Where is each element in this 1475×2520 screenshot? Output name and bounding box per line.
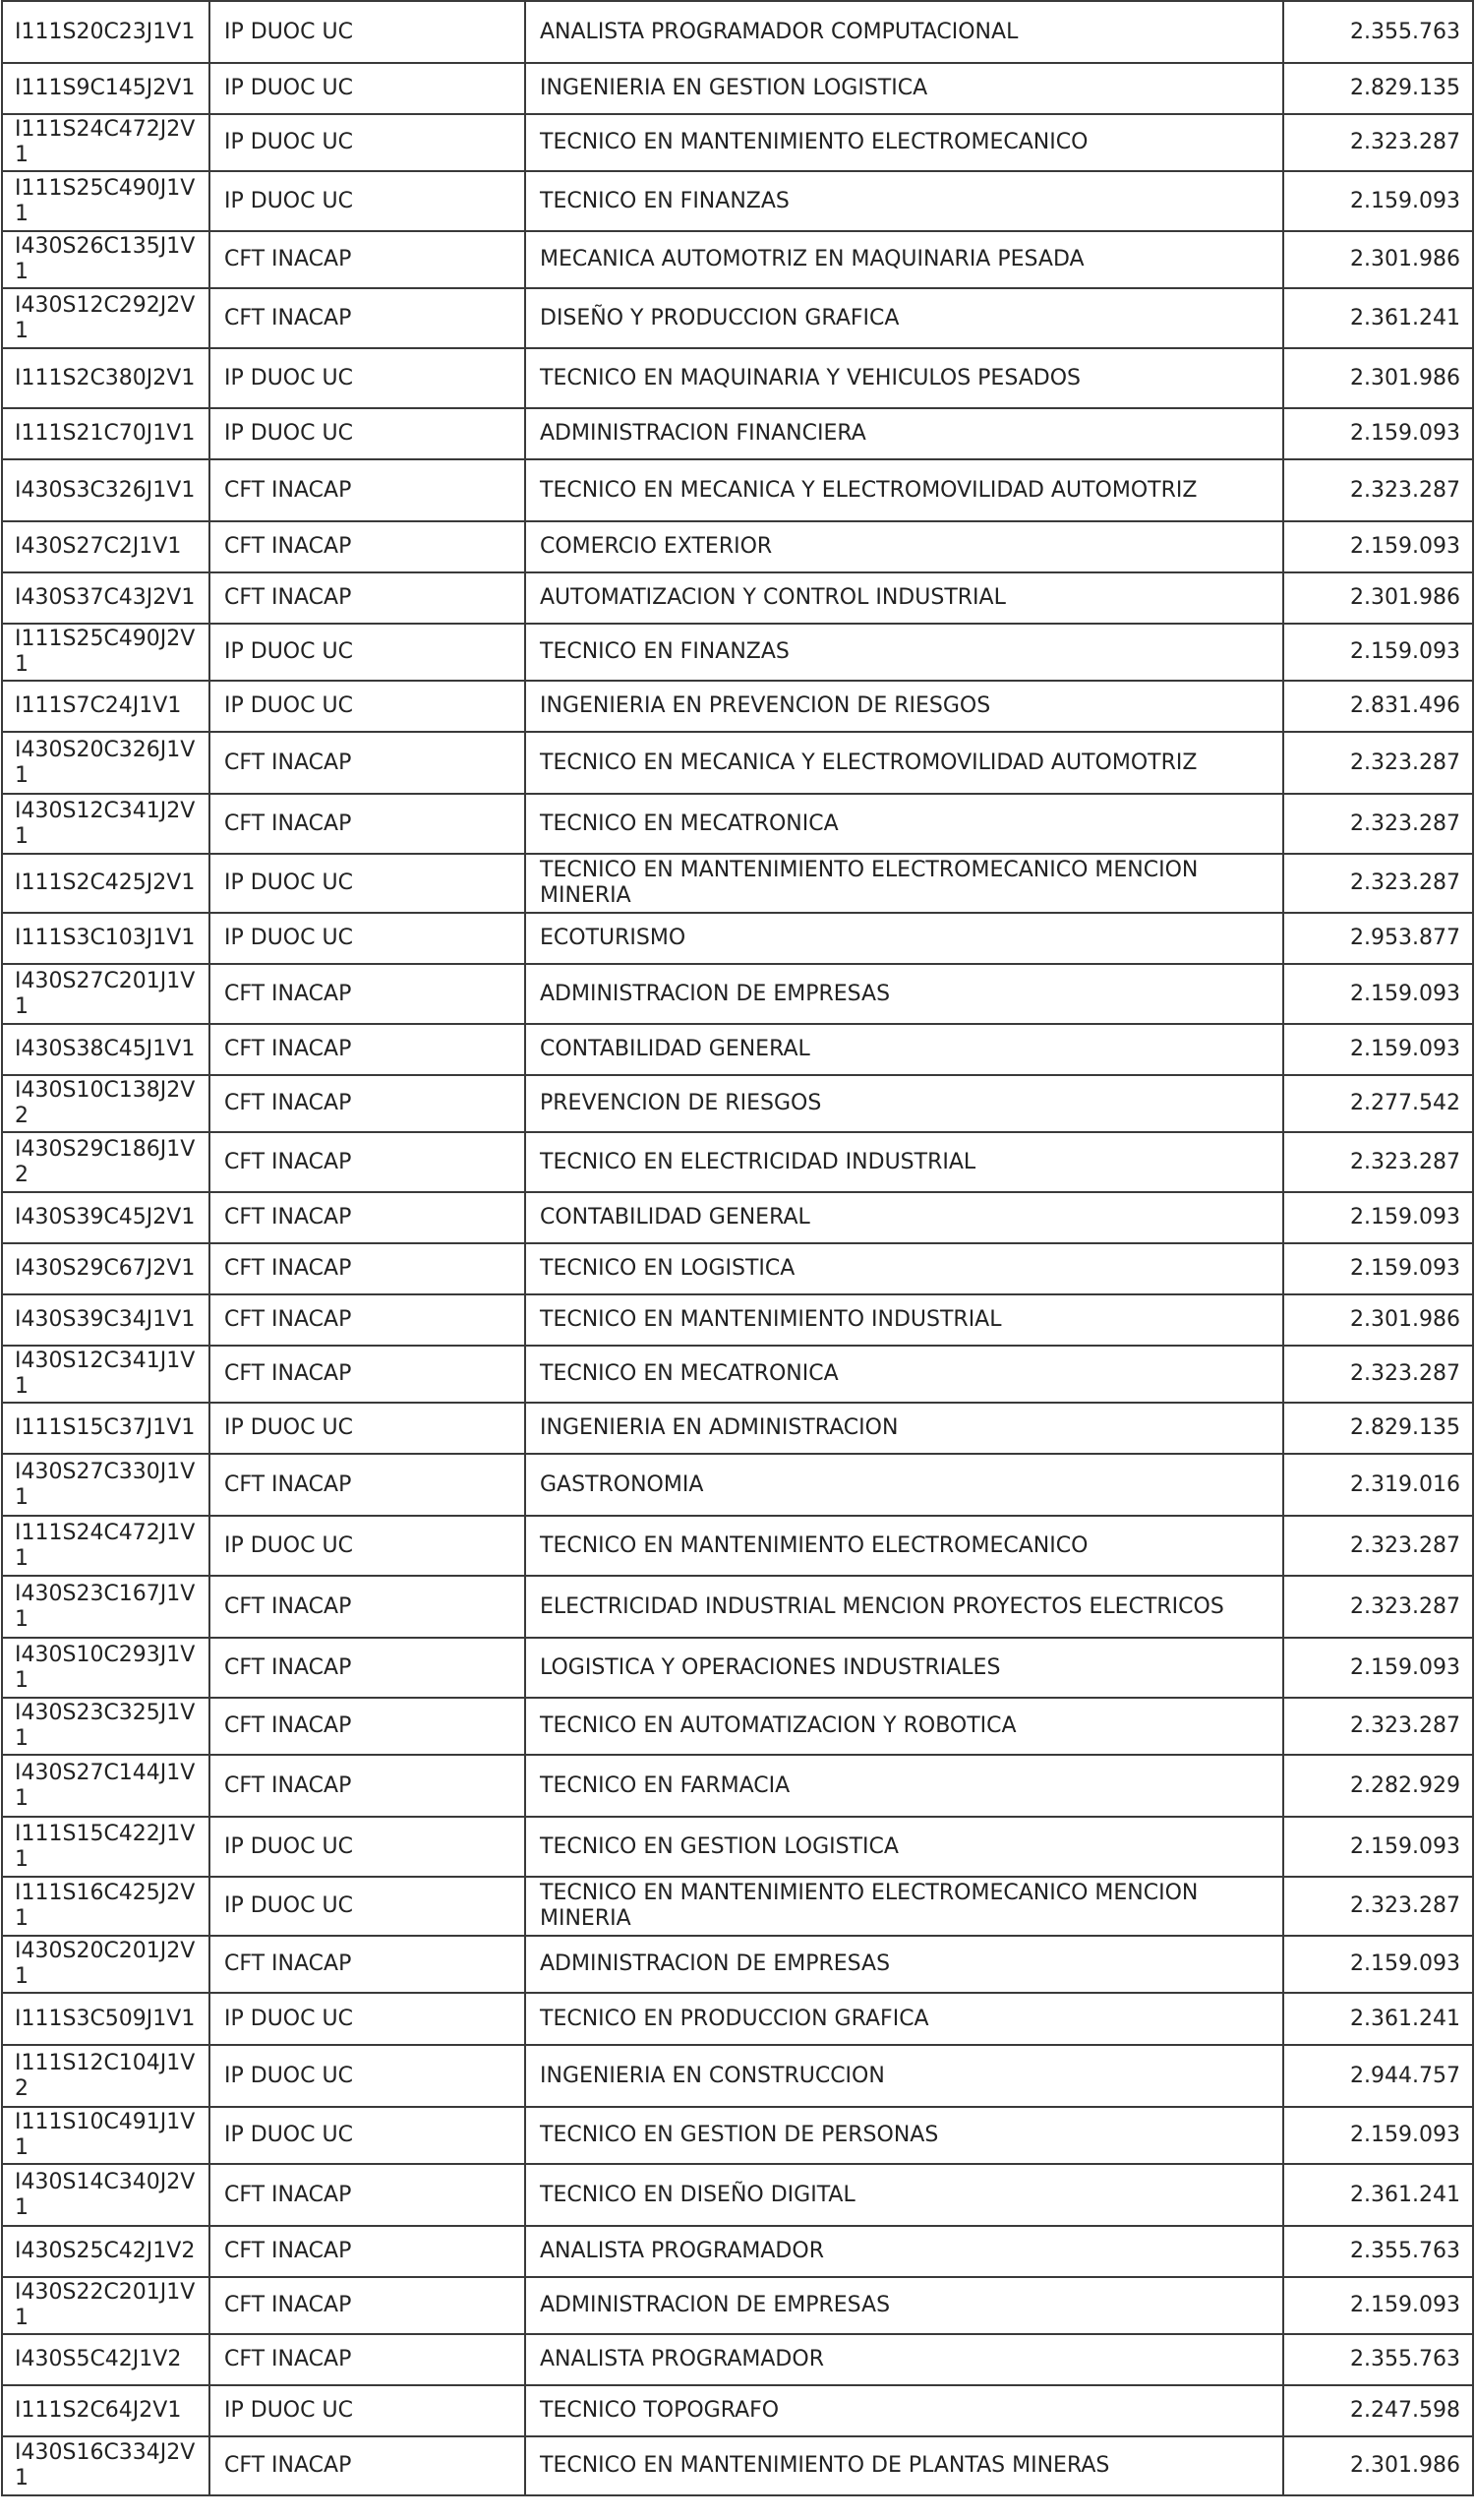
row-code-cell: I430S10C138J2V2 (2, 1075, 209, 1132)
table-row (2, 459, 1473, 521)
row-career-cell: ANALISTA PROGRAMADOR (525, 2226, 1283, 2277)
row-amount-cell: 2.323.287 (1283, 732, 1473, 794)
row-institution-cell: CFT INACAP (209, 2226, 525, 2277)
row-career-cell: LOGISTICA Y OPERACIONES INDUSTRIALES (525, 1638, 1283, 1698)
row-code-cell: I111S9C145J2V1 (2, 63, 209, 114)
row-institution-cell: IP DUOC UC (209, 348, 525, 408)
table-row (2, 1516, 1473, 1576)
row-amount-cell: 2.159.093 (1283, 1024, 1473, 1075)
row-amount-cell: 2.159.093 (1283, 521, 1473, 572)
row-code-cell: I111S2C64J2V1 (2, 2385, 209, 2436)
row-amount-cell: 2.159.093 (1283, 408, 1473, 459)
row-amount-cell: 2.323.287 (1283, 1698, 1473, 1755)
row-amount-cell: 2.159.093 (1283, 1638, 1473, 1698)
table-row (2, 1403, 1473, 1454)
row-career-cell: TECNICO EN GESTION LOGISTICA (525, 1817, 1283, 1877)
row-amount-cell: 2.247.598 (1283, 2385, 1473, 2436)
row-career-cell: TECNICO EN FINANZAS (525, 624, 1283, 681)
table-row (2, 1294, 1473, 1346)
table-row (2, 171, 1473, 231)
row-code-cell: I430S12C341J1V1 (2, 1346, 209, 1403)
row-amount-cell: 2.323.287 (1283, 1516, 1473, 1576)
row-institution-cell: IP DUOC UC (209, 1, 525, 63)
row-career-cell: TECNICO EN MECANICA Y ELECTROMOVILIDAD AUTOMOTRIZ (525, 732, 1283, 794)
row-career-cell: TECNICO EN MANTENIMIENTO ELECTROMECANICO MENCION MINERIA (525, 854, 1283, 913)
table-row (2, 1993, 1473, 2045)
row-institution-cell: IP DUOC UC (209, 408, 525, 459)
row-amount-cell: 2.944.757 (1283, 2045, 1473, 2107)
row-amount-cell: 2.301.986 (1283, 2436, 1473, 2495)
row-amount-cell: 2.159.093 (1283, 2277, 1473, 2334)
table-row (2, 2164, 1473, 2226)
row-career-cell: INGENIERIA EN PREVENCION DE RIESGOS (525, 681, 1283, 732)
row-code-cell: I430S23C325J1V1 (2, 1698, 209, 1755)
table-row (2, 1075, 1473, 1132)
table-row (2, 1698, 1473, 1755)
row-career-cell: TECNICO EN AUTOMATIZACION Y ROBOTICA (525, 1698, 1283, 1755)
table-row (2, 2277, 1473, 2334)
row-institution-cell: CFT INACAP (209, 732, 525, 794)
row-career-cell: TECNICO EN GESTION DE PERSONAS (525, 2107, 1283, 2164)
table-row (2, 624, 1473, 681)
row-code-cell: I430S20C201J2V1 (2, 1936, 209, 1993)
row-code-cell: I430S5C42J1V2 (2, 2334, 209, 2385)
row-career-cell: ANALISTA PROGRAMADOR (525, 2334, 1283, 2385)
table-row (2, 1454, 1473, 1516)
row-career-cell: TECNICO EN MANTENIMIENTO ELECTROMECANICO MENCION MINERIA (525, 1877, 1283, 1936)
row-amount-cell: 2.159.093 (1283, 171, 1473, 231)
row-amount-cell: 2.159.093 (1283, 1192, 1473, 1243)
row-code-cell: I111S12C104J1V2 (2, 2045, 209, 2107)
row-institution-cell: CFT INACAP (209, 231, 525, 288)
row-amount-cell: 2.355.763 (1283, 1, 1473, 63)
row-career-cell: INGENIERIA EN CONSTRUCCION (525, 2045, 1283, 2107)
row-institution-cell: CFT INACAP (209, 2164, 525, 2226)
table-row (2, 1132, 1473, 1192)
row-institution-cell: IP DUOC UC (209, 1403, 525, 1454)
table-row (2, 288, 1473, 348)
row-institution-cell: IP DUOC UC (209, 114, 525, 171)
table-row (2, 408, 1473, 459)
row-amount-cell: 2.323.287 (1283, 1877, 1473, 1936)
table-row (2, 2334, 1473, 2385)
row-code-cell: I430S25C42J1V2 (2, 2226, 209, 2277)
row-career-cell: TECNICO EN MANTENIMIENTO DE PLANTAS MINERAS (525, 2436, 1283, 2495)
row-code-cell: I430S14C340J2V1 (2, 2164, 209, 2226)
row-amount-cell: 2.361.241 (1283, 288, 1473, 348)
row-institution-cell: IP DUOC UC (209, 913, 525, 964)
table-row (2, 1192, 1473, 1243)
row-code-cell: I430S38C45J1V1 (2, 1024, 209, 1075)
table-row (2, 854, 1473, 913)
table-row (2, 1755, 1473, 1817)
row-code-cell: I430S16C334J2V1 (2, 2436, 209, 2495)
row-code-cell: I111S3C103J1V1 (2, 913, 209, 964)
table-row (2, 63, 1473, 114)
row-institution-cell: IP DUOC UC (209, 1993, 525, 2045)
row-institution-cell: CFT INACAP (209, 572, 525, 624)
row-institution-cell: IP DUOC UC (209, 1817, 525, 1877)
row-amount-cell: 2.159.093 (1283, 2107, 1473, 2164)
row-amount-cell: 2.323.287 (1283, 1132, 1473, 1192)
row-code-cell: I430S12C292J2V1 (2, 288, 209, 348)
row-career-cell: TECNICO EN MANTENIMIENTO INDUSTRIAL (525, 1294, 1283, 1346)
row-code-cell: I430S29C67J2V1 (2, 1243, 209, 1294)
row-code-cell: I430S20C326J1V1 (2, 732, 209, 794)
row-code-cell: I430S27C2J1V1 (2, 521, 209, 572)
row-amount-cell: 2.323.287 (1283, 459, 1473, 521)
row-amount-cell: 2.953.877 (1283, 913, 1473, 964)
careers-table-body (2, 1, 1473, 2495)
row-code-cell: I111S2C425J2V1 (2, 854, 209, 913)
row-code-cell: I111S15C37J1V1 (2, 1403, 209, 1454)
table-row (2, 732, 1473, 794)
row-institution-cell: IP DUOC UC (209, 2385, 525, 2436)
row-institution-cell: CFT INACAP (209, 1243, 525, 1294)
table-row (2, 1638, 1473, 1698)
table-row (2, 1346, 1473, 1403)
row-code-cell: I430S12C341J2V1 (2, 794, 209, 854)
row-institution-cell: CFT INACAP (209, 964, 525, 1024)
row-amount-cell: 2.159.093 (1283, 1817, 1473, 1877)
row-code-cell: I111S21C70J1V1 (2, 408, 209, 459)
row-code-cell: I430S26C135J1V1 (2, 231, 209, 288)
row-institution-cell: CFT INACAP (209, 1024, 525, 1075)
row-code-cell: I430S39C45J2V1 (2, 1192, 209, 1243)
row-institution-cell: CFT INACAP (209, 1936, 525, 1993)
row-institution-cell: CFT INACAP (209, 794, 525, 854)
row-career-cell: ECOTURISMO (525, 913, 1283, 964)
table-row (2, 1, 1473, 63)
row-career-cell: TECNICO EN DISEÑO DIGITAL (525, 2164, 1283, 2226)
row-career-cell: GASTRONOMIA (525, 1454, 1283, 1516)
row-code-cell: I111S24C472J2V1 (2, 114, 209, 171)
row-amount-cell: 2.829.135 (1283, 1403, 1473, 1454)
row-institution-cell: CFT INACAP (209, 1192, 525, 1243)
row-institution-cell: CFT INACAP (209, 2277, 525, 2334)
table-row (2, 1243, 1473, 1294)
row-career-cell: ADMINISTRACION FINANCIERA (525, 408, 1283, 459)
table-row (2, 1576, 1473, 1638)
row-code-cell: I111S25C490J1V1 (2, 171, 209, 231)
row-career-cell: TECNICO TOPOGRAFO (525, 2385, 1283, 2436)
table-row (2, 1817, 1473, 1877)
table-row (2, 2436, 1473, 2495)
row-code-cell: I111S25C490J2V1 (2, 624, 209, 681)
row-career-cell: AUTOMATIZACION Y CONTROL INDUSTRIAL (525, 572, 1283, 624)
row-amount-cell: 2.831.496 (1283, 681, 1473, 732)
row-amount-cell: 2.282.929 (1283, 1755, 1473, 1817)
row-institution-cell: IP DUOC UC (209, 2107, 525, 2164)
row-institution-cell: IP DUOC UC (209, 1877, 525, 1936)
row-institution-cell: CFT INACAP (209, 1132, 525, 1192)
row-code-cell: I430S23C167J1V1 (2, 1576, 209, 1638)
row-career-cell: ELECTRICIDAD INDUSTRIAL MENCION PROYECTOS ELECTRICOS (525, 1576, 1283, 1638)
row-code-cell: I111S20C23J1V1 (2, 1, 209, 63)
row-career-cell: TECNICO EN MANTENIMIENTO ELECTROMECANICO (525, 114, 1283, 171)
row-code-cell: I430S37C43J2V1 (2, 572, 209, 624)
row-amount-cell: 2.323.287 (1283, 1346, 1473, 1403)
row-career-cell: TECNICO EN MECATRONICA (525, 1346, 1283, 1403)
row-career-cell: ANALISTA PROGRAMADOR COMPUTACIONAL (525, 1, 1283, 63)
table-row (2, 1936, 1473, 1993)
table-row (2, 913, 1473, 964)
row-amount-cell: 2.355.763 (1283, 2226, 1473, 2277)
row-career-cell: DISEÑO Y PRODUCCION GRAFICA (525, 288, 1283, 348)
row-amount-cell: 2.323.287 (1283, 1576, 1473, 1638)
row-career-cell: TECNICO EN LOGISTICA (525, 1243, 1283, 1294)
table-row (2, 231, 1473, 288)
row-institution-cell: CFT INACAP (209, 288, 525, 348)
row-code-cell: I111S2C380J2V1 (2, 348, 209, 408)
row-amount-cell: 2.159.093 (1283, 1936, 1473, 1993)
row-institution-cell: IP DUOC UC (209, 681, 525, 732)
table-row (2, 2107, 1473, 2164)
row-career-cell: TECNICO EN FINANZAS (525, 171, 1283, 231)
row-amount-cell: 2.361.241 (1283, 2164, 1473, 2226)
table-row (2, 114, 1473, 171)
row-institution-cell: IP DUOC UC (209, 171, 525, 231)
row-institution-cell: CFT INACAP (209, 2436, 525, 2495)
careers-table (1, 0, 1474, 2496)
table-row (2, 2385, 1473, 2436)
row-code-cell: I430S27C330J1V1 (2, 1454, 209, 1516)
row-career-cell: TECNICO EN ELECTRICIDAD INDUSTRIAL (525, 1132, 1283, 1192)
row-code-cell: I430S3C326J1V1 (2, 459, 209, 521)
row-amount-cell: 2.159.093 (1283, 624, 1473, 681)
table-row (2, 794, 1473, 854)
row-amount-cell: 2.159.093 (1283, 964, 1473, 1024)
table-row (2, 681, 1473, 732)
row-amount-cell: 2.301.986 (1283, 348, 1473, 408)
row-institution-cell: CFT INACAP (209, 1294, 525, 1346)
table-row (2, 348, 1473, 408)
row-code-cell: I430S27C201J1V1 (2, 964, 209, 1024)
row-institution-cell: IP DUOC UC (209, 624, 525, 681)
row-code-cell: I111S3C509J1V1 (2, 1993, 209, 2045)
row-career-cell: CONTABILIDAD GENERAL (525, 1192, 1283, 1243)
row-institution-cell: CFT INACAP (209, 2334, 525, 2385)
row-institution-cell: IP DUOC UC (209, 2045, 525, 2107)
table-row (2, 1877, 1473, 1936)
row-institution-cell: CFT INACAP (209, 1698, 525, 1755)
row-institution-cell: CFT INACAP (209, 1075, 525, 1132)
row-amount-cell: 2.323.287 (1283, 794, 1473, 854)
row-code-cell: I430S22C201J1V1 (2, 2277, 209, 2334)
row-institution-cell: CFT INACAP (209, 1576, 525, 1638)
table-row (2, 2226, 1473, 2277)
row-career-cell: TECNICO EN MECANICA Y ELECTROMOVILIDAD AUTOMOTRIZ (525, 459, 1283, 521)
row-code-cell: I430S29C186J1V2 (2, 1132, 209, 1192)
row-career-cell: INGENIERIA EN GESTION LOGISTICA (525, 63, 1283, 114)
row-code-cell: I430S39C34J1V1 (2, 1294, 209, 1346)
row-amount-cell: 2.277.542 (1283, 1075, 1473, 1132)
row-code-cell: I111S16C425J2V1 (2, 1877, 209, 1936)
row-career-cell: INGENIERIA EN ADMINISTRACION (525, 1403, 1283, 1454)
row-career-cell: TECNICO EN MANTENIMIENTO ELECTROMECANICO (525, 1516, 1283, 1576)
row-amount-cell: 2.319.016 (1283, 1454, 1473, 1516)
row-code-cell: I111S15C422J1V1 (2, 1817, 209, 1877)
row-amount-cell: 2.355.763 (1283, 2334, 1473, 2385)
row-code-cell: I430S27C144J1V1 (2, 1755, 209, 1817)
row-institution-cell: CFT INACAP (209, 459, 525, 521)
row-career-cell: TECNICO EN MAQUINARIA Y VEHICULOS PESADOS (525, 348, 1283, 408)
row-institution-cell: CFT INACAP (209, 1454, 525, 1516)
row-amount-cell: 2.159.093 (1283, 1243, 1473, 1294)
row-amount-cell: 2.829.135 (1283, 63, 1473, 114)
row-career-cell: MECANICA AUTOMOTRIZ EN MAQUINARIA PESADA (525, 231, 1283, 288)
table-row (2, 964, 1473, 1024)
row-amount-cell: 2.323.287 (1283, 854, 1473, 913)
row-institution-cell: IP DUOC UC (209, 854, 525, 913)
table-row (2, 2045, 1473, 2107)
row-amount-cell: 2.323.287 (1283, 114, 1473, 171)
row-career-cell: TECNICO EN PRODUCCION GRAFICA (525, 1993, 1283, 2045)
table-row (2, 521, 1473, 572)
row-institution-cell: CFT INACAP (209, 1755, 525, 1817)
row-career-cell: TECNICO EN FARMACIA (525, 1755, 1283, 1817)
row-career-cell: ADMINISTRACION DE EMPRESAS (525, 964, 1283, 1024)
row-code-cell: I111S10C491J1V1 (2, 2107, 209, 2164)
row-institution-cell: CFT INACAP (209, 521, 525, 572)
row-institution-cell: IP DUOC UC (209, 1516, 525, 1576)
row-amount-cell: 2.301.986 (1283, 231, 1473, 288)
row-institution-cell: CFT INACAP (209, 1638, 525, 1698)
row-amount-cell: 2.301.986 (1283, 572, 1473, 624)
row-amount-cell: 2.361.241 (1283, 1993, 1473, 2045)
row-career-cell: COMERCIO EXTERIOR (525, 521, 1283, 572)
row-institution-cell: CFT INACAP (209, 1346, 525, 1403)
row-institution-cell: IP DUOC UC (209, 63, 525, 114)
row-career-cell: PREVENCION DE RIESGOS (525, 1075, 1283, 1132)
row-amount-cell: 2.301.986 (1283, 1294, 1473, 1346)
table-row (2, 572, 1473, 624)
table-row (2, 1024, 1473, 1075)
row-code-cell: I111S24C472J1V1 (2, 1516, 209, 1576)
row-code-cell: I430S10C293J1V1 (2, 1638, 209, 1698)
row-career-cell: CONTABILIDAD GENERAL (525, 1024, 1283, 1075)
row-career-cell: TECNICO EN MECATRONICA (525, 794, 1283, 854)
row-code-cell: I111S7C24J1V1 (2, 681, 209, 732)
row-career-cell: ADMINISTRACION DE EMPRESAS (525, 2277, 1283, 2334)
row-career-cell: ADMINISTRACION DE EMPRESAS (525, 1936, 1283, 1993)
